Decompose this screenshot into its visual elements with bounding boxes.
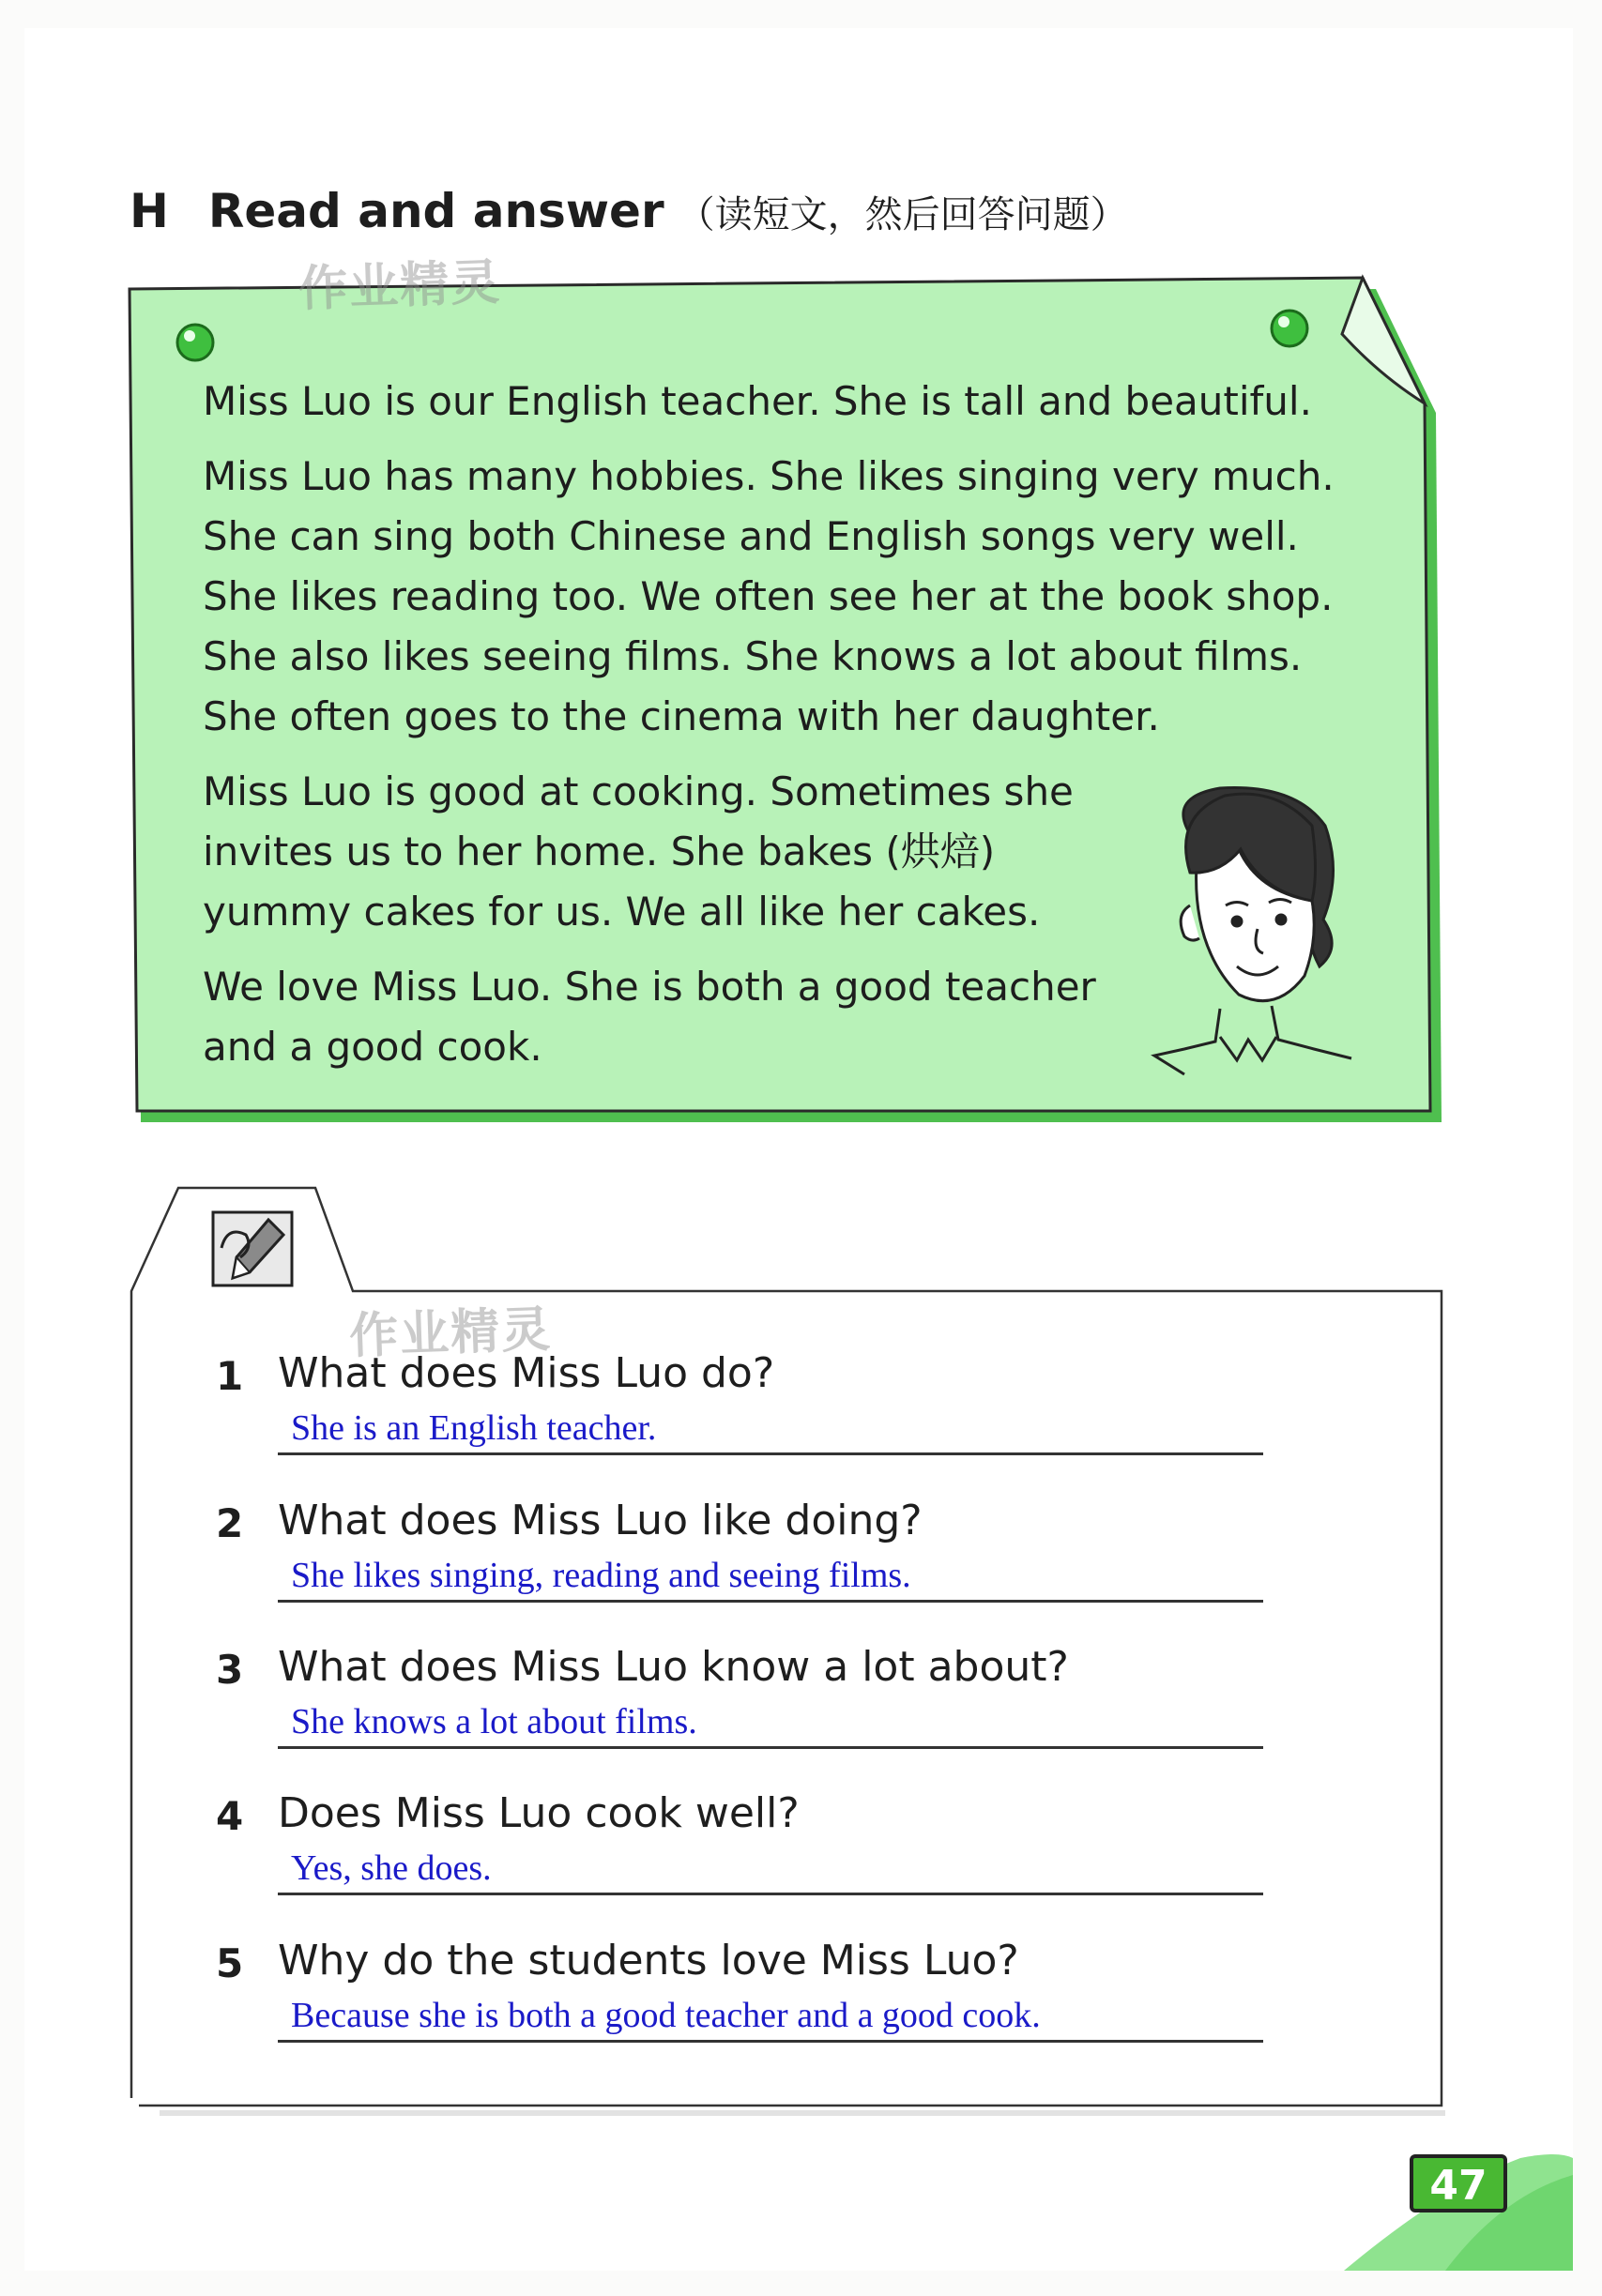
question-number: 3: [216, 1647, 244, 1693]
question-number: 2: [216, 1500, 244, 1546]
passage-paragraph: Miss Luo is good at cooking. Sometimes she invites us to her home. She bakes (烘焙) yummy cakes for us. We all like her cakes.: [203, 768, 1074, 935]
answer-text: She knows a lot about films.: [291, 1702, 697, 1741]
passage-paragraph: We love Miss Luo. She is both a good teacher and a good cook.: [203, 964, 1096, 1070]
question-text: Why do the students love Miss Luo?: [278, 1937, 1019, 1984]
question-text: What does Miss Luo know a lot about?: [278, 1643, 1069, 1691]
question-text: What does Miss Luo do?: [278, 1349, 775, 1397]
question-number: 4: [216, 1793, 244, 1839]
section-letter: H: [130, 184, 169, 238]
section-subtitle: （读短文，然后回答问题）: [677, 193, 1128, 236]
question-text: Does Miss Luo cook well?: [278, 1789, 800, 1837]
question-number: 1: [216, 1353, 244, 1399]
answer-text: Because she is both a good teacher and a good cook.: [291, 1996, 1041, 2035]
question-text: What does Miss Luo like doing?: [278, 1497, 923, 1544]
answer-text: She likes singing, reading and seeing films.: [291, 1556, 911, 1595]
passage-paragraph: Miss Luo has many hobbies. She likes singing very much. She can sing both Chinese and English songs very well. She likes reading too. We often see her at the book shop. She also likes seeing films. She knows a lot about films. She often goes to the cinema with her daughter.: [203, 453, 1335, 739]
passage-paragraph: Miss Luo is our English teacher. She is tall and beautiful.: [203, 378, 1312, 424]
page-number: 47: [1410, 2154, 1507, 2212]
answer-text: Yes, she does.: [291, 1848, 492, 1888]
watermark: 作业精灵: [298, 254, 503, 318]
question-number: 5: [216, 1940, 244, 1986]
answer-text: She is an English teacher.: [291, 1408, 657, 1448]
watermark: 作业精灵: [348, 1301, 554, 1365]
section-title: Read and answer: [207, 184, 664, 238]
